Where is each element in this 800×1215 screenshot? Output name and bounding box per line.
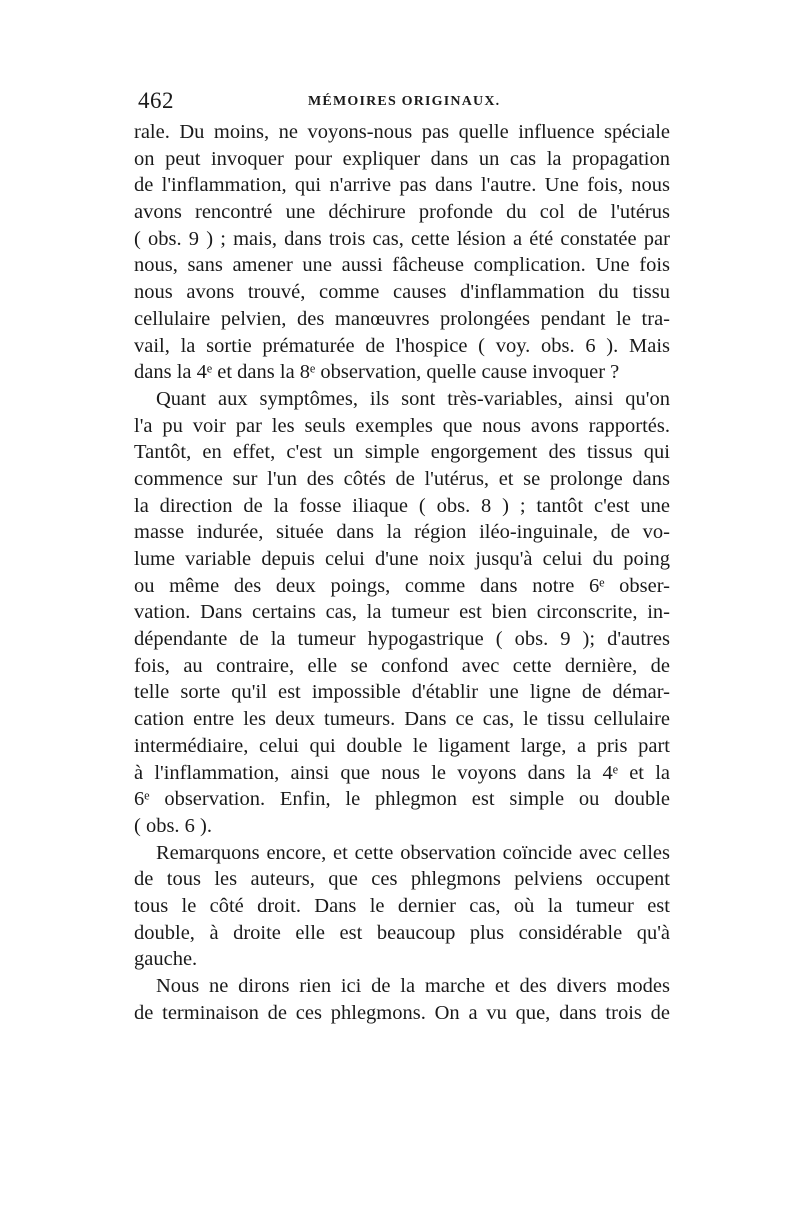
text-line: de terminaison de ces phlegmons. On a vu que, dans trois de	[134, 1001, 670, 1024]
text-line: de tous les auteurs, que ces phlegmons pelviens occupent	[134, 868, 670, 891]
text-line: Quant aux symptômes, ils sont très-variables, ainsi qu'on	[156, 387, 670, 410]
text-line: on peut invoquer pour expliquer dans un cas la propagation	[134, 147, 670, 170]
text-line: telle sorte qu'il est impossible d'établir une ligne de démar-	[134, 681, 670, 704]
text-line: ou même des deux poings, comme dans notre 6ᵉ obser-	[134, 574, 670, 597]
text-line: avons rencontré une déchirure profonde du col de l'utérus	[134, 201, 670, 224]
text-line: dépendante de la tumeur hypogastrique ( obs. 9 ); d'autres	[134, 628, 670, 651]
text-line: vation. Dans certains cas, la tumeur est bien circonscrite, in-	[134, 601, 670, 624]
text-line: masse indurée, située dans la région iléo-inguinale, de vo-	[134, 521, 670, 544]
text-line: Tantôt, en effet, c'est un simple engorgement des tissus qui	[134, 441, 670, 464]
text-line: cellulaire pelvien, des manœuvres prolongées pendant le tra-	[134, 307, 670, 330]
body-text	[134, 119, 670, 1026]
text-line: l'a pu voir par les seuls exemples que nous avons rapportés.	[134, 414, 670, 437]
text-line: vail, la sortie prématurée de l'hospice ( voy. obs. 6 ). Mais	[134, 334, 670, 357]
page-number: 462	[138, 88, 174, 113]
page-header	[138, 88, 668, 114]
text-line: lume variable depuis celui d'une noix jusqu'à celui du poing	[134, 548, 670, 570]
text-line: 6ᵉ observation. Enfin, le phlegmon est simple ou double	[134, 788, 670, 811]
text-line: de l'inflammation, qui n'arrive pas dans l'autre. Une fois, nous	[134, 174, 670, 197]
text-line: à l'inflammation, ainsi que nous le voyons dans la 4ᵉ et la	[134, 761, 670, 784]
text-line: rale. Du moins, ne voyons-nous pas quelle influence spéciale	[134, 121, 670, 143]
text-line: Remarquons encore, et cette observation coïncide avec celles	[156, 841, 670, 864]
text-line: la direction de la fosse iliaque ( obs. 8 ) ; tantôt c'est une	[134, 494, 670, 517]
text-line: gauche.	[134, 948, 198, 971]
text-line: tous le côté droit. Dans le dernier cas, où la tumeur est	[134, 894, 670, 917]
text-line: fois, au contraire, elle se confond avec cette dernière, de	[134, 654, 670, 677]
running-title: MÉMOIRES ORIGINAUX.	[308, 94, 501, 109]
text-line: cation entre les deux tumeurs. Dans ce cas, le tissu cellulaire	[134, 708, 670, 731]
text-line: double, à droite elle est beaucoup plus considérable qu'à	[134, 921, 670, 944]
text-line: nous, sans amener une aussi fâcheuse complication. Une fois	[134, 254, 670, 277]
text-line: dans la 4ᵉ et dans la 8ᵉ observation, quelle cause invoquer ?	[134, 361, 620, 384]
text-line: ( obs. 6 ).	[134, 814, 213, 837]
text-line: nous avons trouvé, comme causes d'inflammation du tissu	[134, 281, 670, 304]
text-line: Nous ne dirons rien ici de la marche et des divers modes	[156, 975, 670, 997]
text-line: commence sur l'un des côtés de l'utérus, et se prolonge dans	[134, 467, 670, 490]
text-line: intermédiaire, celui qui double le ligament large, a pris part	[134, 734, 670, 757]
text-line: ( obs. 9 ) ; mais, dans trois cas, cette lésion a été constatée par	[134, 227, 670, 250]
